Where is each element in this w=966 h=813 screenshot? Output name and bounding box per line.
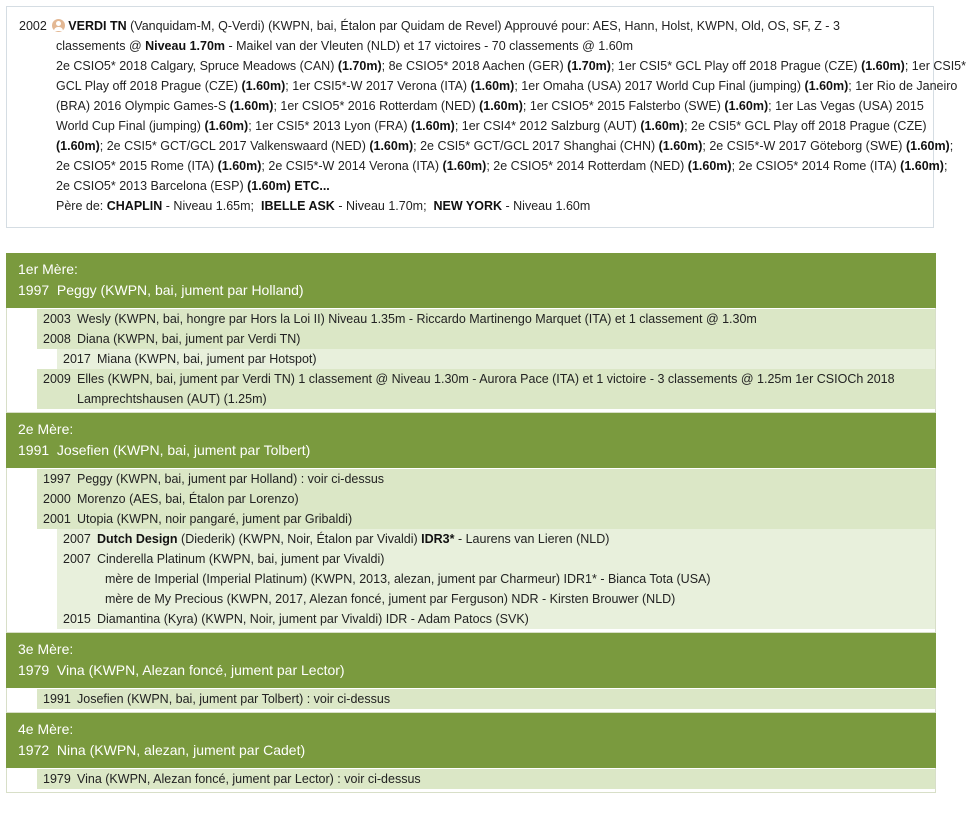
generation-header — [6, 253, 936, 308]
result-height: (1.60m) — [804, 79, 849, 93]
offspring-name[interactable]: IBELLE ASK — [260, 199, 335, 213]
result-height: (1.60m) — [241, 79, 286, 93]
offspring-year: 2003 — [43, 312, 71, 326]
sire-level-line — [19, 36, 921, 56]
offspring-level: - Niveau 1.60m — [502, 199, 591, 213]
dam-description: 1979 Vina (KWPN, Alezan foncé, jument par Lector) — [18, 662, 345, 678]
offspring-name[interactable]: Dutch Design — [97, 532, 178, 546]
result-height: (1.60m) — [56, 139, 100, 153]
offspring-row — [37, 369, 935, 409]
offspring-row — [37, 469, 935, 489]
offspring-text: Morenzo (AES, bai, Étalon par Lorenzo) — [77, 492, 299, 506]
generation-label: 4e Mère: — [18, 721, 74, 737]
generation-label: 1er Mère: — [18, 261, 78, 277]
offspring-name[interactable]: NEW YORK — [433, 199, 503, 213]
result-height: (1.60m) — [724, 99, 769, 113]
offspring-level: - Niveau 1.65m; — [162, 199, 255, 213]
pere-de-label: Père de: — [56, 199, 104, 213]
sire-line — [19, 16, 921, 36]
sire-level-prefix: classements @ — [56, 39, 146, 53]
generation-header — [6, 413, 936, 468]
offspring-text: mère de My Precious (KWPN, 2017, Alezan foncé, jument par Ferguson) NDR - Kirsten Brouwer (NLD) — [105, 592, 676, 606]
pere-de-line — [19, 196, 921, 216]
result-height: (1.60m) — [658, 139, 703, 153]
result-height: (1.60m) — [470, 79, 515, 93]
result-height: (1.70m) — [337, 59, 382, 73]
offspring-row — [57, 349, 935, 369]
generation-offspring — [6, 308, 936, 413]
dam-line-pedigree — [6, 253, 936, 793]
offspring-row — [37, 509, 935, 529]
offspring-text: Diana (KWPN, bai, jument par Verdi TN) — [77, 332, 301, 346]
generation-header — [6, 633, 936, 688]
dam-description: 1991 Josefien (KWPN, bai, jument par Tolbert) — [18, 442, 311, 458]
sire-description: (Vanquidam-M, Q-Verdi) (KWPN, bai, Étalon par Quidam de Revel) Approuvé pour: AES, Hann, Holst, KWPN, Old, OS, SF, Z - 3 — [130, 19, 840, 33]
offspring-row — [37, 769, 935, 789]
sire-result-line: 2e CSIO5* 2015 Rome (ITA) (1.60m); 2e CSI5*-W 2014 Verona (ITA) (1.60m); 2e CSIO5* 2014 Rotterdam (NED) (1.60m); 2e CSIO5* 2014 Rome (ITA) (1.60m); — [56, 159, 948, 173]
generation-offspring — [6, 688, 936, 713]
offspring-text: Josefien (KWPN, bai, jument par Tolbert) : voir ci-dessus — [77, 692, 391, 706]
offspring-row — [37, 329, 935, 349]
offspring-year: 2007 — [63, 532, 91, 546]
pere-de-list — [107, 199, 591, 213]
offspring-row — [37, 689, 935, 709]
offspring-row — [57, 609, 935, 629]
offspring-text: Elles (KWPN, bai, jument par Verdi TN) 1 classement @ Niveau 1.30m - Aurora Pace (ITA) et 1 victoire - 3 classements @ 1.25m 1er CSIOCh 2018 Lamprechtshausen (AUT) (1.25m) — [77, 372, 895, 406]
offspring-row — [57, 529, 935, 549]
dam-description: 1972 Nina (KWPN, alezan, jument par Cadet) — [18, 742, 306, 758]
sire-level: Niveau 1.70m — [145, 39, 226, 53]
offspring-year: 1997 — [43, 472, 71, 486]
offspring-year: 1979 — [43, 772, 71, 786]
offspring-level: IDR3* — [421, 532, 455, 546]
result-height: (1.60m) — [905, 139, 950, 153]
offspring-year: 2007 — [63, 552, 91, 566]
generation-label: 2e Mère: — [18, 421, 74, 437]
sire-name[interactable]: VERDI TN — [68, 19, 127, 33]
offspring-text: Utopia (KWPN, noir pangaré, jument par Gribaldi) — [77, 512, 353, 526]
result-height: (1.60m) — [411, 119, 455, 133]
horse-icon — [52, 19, 65, 32]
offspring-year: 2017 — [63, 352, 91, 366]
result-height: (1.60m) — [217, 159, 262, 173]
offspring-text: Miana (KWPN, bai, jument par Hotspot) — [97, 352, 317, 366]
offspring-text: Diamantina (Kyra) (KWPN, Noir, jument par Vivaldi) IDR - Adam Patocs (SVK) — [97, 612, 529, 626]
generation-offspring — [6, 768, 936, 793]
offspring-text: Cinderella Platinum (KWPN, bai, jument par Vivaldi) — [97, 552, 385, 566]
offspring-text: Wesly (KWPN, bai, hongre par Hors la Loi II) Niveau 1.35m - Riccardo Martinengo Marquet (ITA) et 1 classement @ 1.30m — [77, 312, 757, 326]
offspring-row — [37, 489, 935, 509]
offspring-year: 2009 — [43, 372, 71, 386]
offspring-row — [37, 309, 935, 329]
sire-results — [19, 56, 966, 196]
result-height: (1.60m) — [687, 159, 732, 173]
sire-result-line: (BRA) 2016 Olympic Games-S (1.60m); 1er CSIO5* 2016 Rotterdam (NED) (1.60m); 1er CSIO5* 2015 Falsterbo (SWE) (1.60m); 1er Las Vegas (USA) 2015 — [56, 99, 924, 113]
offspring-text: Peggy (KWPN, bai, jument par Holland) : voir ci-dessus — [77, 472, 385, 486]
sire-level-suffix: - Maikel van der Vleuten (NLD) et 17 victoires - 70 classements @ 1.60m — [225, 39, 634, 53]
offspring-name[interactable]: CHAPLIN — [106, 199, 163, 213]
dam-description: 1997 Peggy (KWPN, bai, jument par Holland) — [18, 282, 304, 298]
result-height: (1.60m) — [229, 99, 274, 113]
generation-header — [6, 713, 936, 768]
result-height: (1.60m) — [861, 59, 905, 73]
offspring-year: 2001 — [43, 512, 71, 526]
sire-info-box — [6, 6, 966, 228]
sire-result-line: 2e CSIO5* 2018 Calgary, Spruce Meadows (CAN) (1.70m); 8e CSIO5* 2018 Aachen (GER) (1.70m); 1er CSI5* GCL Play off 2018 Prague (CZE) (1.60m); 1er CSI5* — [56, 59, 966, 73]
result-height: (1.60m) — [640, 119, 685, 133]
offspring-text: mère de Imperial (Imperial Platinum) (KWPN, 2013, alezan, jument par Charmeur) IDR1* - Bianca Tota (USA) — [105, 572, 711, 586]
generation-label: 3e Mère: — [18, 641, 74, 657]
result-height: (1.60m) — [442, 159, 487, 173]
offspring-text: Dutch Design (Diederik) (KWPN, Noir, Étalon par Vivaldi) IDR3* - Laurens van Lieren (NLD) — [97, 532, 610, 546]
result-height: (1.60m) — [247, 179, 291, 193]
result-height: (1.70m) — [567, 59, 611, 73]
sire-result-line: GCL Play off 2018 Prague (CZE) (1.60m); 1er CSI5*-W 2017 Verona (ITA) (1.60m); 1er Omaha (USA) 2017 World Cup Final (jumping) (1.60m); 1er Rio de Janeiro — [56, 79, 958, 93]
sire-year: 2002 — [19, 19, 47, 33]
offspring-year: 2015 — [63, 612, 91, 626]
offspring-row — [57, 549, 935, 569]
offspring-level: - Niveau 1.70m; — [334, 199, 427, 213]
generation-offspring — [6, 468, 936, 633]
offspring-year: 2008 — [43, 332, 71, 346]
result-height: (1.60m) — [479, 99, 523, 113]
offspring-year: 2000 — [43, 492, 71, 506]
sire-result-line: (1.60m); 2e CSI5* GCT/GCL 2017 Valkenswaard (NED) (1.60m); 2e CSI5* GCT/GCL 2017 Shanghai (CHN) (1.60m); 2e CSI5*-W 2017 Göteborg (SWE) (1.60m); — [56, 139, 954, 153]
result-height: (1.60m) — [900, 159, 944, 173]
result-height: (1.60m) — [204, 119, 249, 133]
sire-result-line: World Cup Final (jumping) (1.60m); 1er CSI5* 2013 Lyon (FRA) (1.60m); 1er CSI4* 2012 Salzburg (AUT) (1.60m); 2e CSI5* GCL Play off 2018 Prague (CZE) — [56, 119, 927, 133]
offspring-row — [57, 569, 935, 589]
sire-result-line: 2e CSIO5* 2013 Barcelona (ESP) (1.60m) ETC... — [56, 179, 330, 193]
result-height: (1.60m) — [369, 139, 414, 153]
result-height: ETC... — [294, 179, 330, 193]
offspring-row — [57, 589, 935, 609]
offspring-text: Vina (KWPN, Alezan foncé, jument par Lector) : voir ci-dessus — [77, 772, 421, 786]
offspring-year: 1991 — [43, 692, 71, 706]
